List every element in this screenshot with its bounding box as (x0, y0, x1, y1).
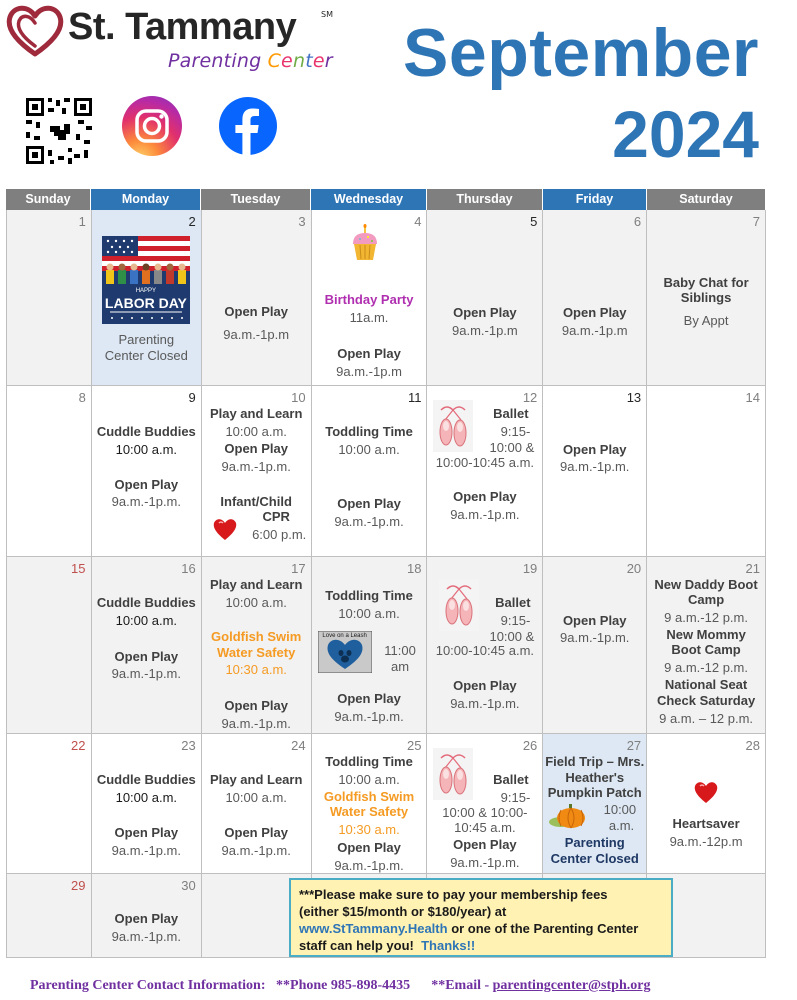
event-time: 9a.m.-1p.m. (560, 459, 630, 474)
event-birthday-party: Birthday Party (324, 292, 414, 307)
event-open-play: Open Play (114, 477, 179, 492)
event-toddling-time: Toddling Time (325, 588, 413, 603)
day-number: 27 (626, 738, 642, 753)
day-cell-20 (543, 557, 647, 734)
event-time: 10:00-10:45 a.m. (435, 455, 535, 470)
pumpkin-icon (547, 800, 589, 830)
event-infant-cpr-line1: Infant/Child (220, 494, 292, 509)
day-cell-7 (647, 210, 766, 386)
event-open-play: Open Play (114, 649, 179, 664)
event-ballet: Ballet (493, 406, 529, 421)
center-closed-line1: Parenting (118, 332, 175, 347)
event-time: 10:00 a.m. (338, 772, 400, 787)
event-seat-check-line1: National Seat (664, 677, 748, 692)
brand-subtitle-letter: e (199, 50, 212, 72)
day-number: 7 (752, 214, 760, 229)
day-cell-14 (647, 386, 766, 557)
event-open-play: Open Play (562, 305, 627, 320)
brand-subtitle-letter: r (191, 50, 200, 72)
event-field-trip-line3: Pumpkin Patch (547, 785, 642, 800)
day-cell-24 (202, 734, 312, 874)
day-number: 29 (71, 878, 86, 893)
day-cell-25 (312, 734, 428, 874)
event-time: 10:00 a.m. (225, 595, 287, 610)
event-time: 9a.m.-1p.m (223, 327, 290, 342)
event-time: 9a.m.-1p.m. (334, 858, 404, 873)
day-number: 23 (181, 738, 196, 753)
day-number: 13 (626, 390, 642, 405)
day-number: 5 (530, 214, 538, 229)
event-time: 9a.m.-1p.m. (111, 666, 181, 681)
day-cell-15 (7, 557, 92, 734)
brand-subtitle-letter: a (179, 50, 192, 72)
day-cell-21 (647, 557, 766, 734)
event-time: 9 a.m.-12 p.m. (664, 610, 748, 625)
contact-phone: **Phone 985-898-4435 (276, 978, 411, 993)
year-title: 2024 (612, 97, 759, 171)
brand-subtitle-letter: e (281, 50, 293, 72)
day-cell-1 (7, 210, 92, 386)
weekday-tuesday: Tuesday (201, 189, 311, 210)
event-time: 11a.m. (349, 310, 389, 325)
day-cell-5 (427, 210, 543, 386)
day-cell-22 (7, 734, 92, 874)
event-field-trip-line2: Heather's (565, 770, 625, 785)
weekday-saturday: Saturday (647, 189, 766, 210)
day-number: 12 (522, 390, 538, 405)
day-number: 26 (522, 738, 538, 753)
event-time: 9a.m.-1p.m. (560, 630, 630, 645)
heart-icon (212, 516, 238, 542)
contact-email-label: **Email - (431, 978, 493, 993)
brand-subtitle-letter: e (312, 50, 325, 72)
event-time: am (391, 659, 410, 674)
day-number: 25 (406, 738, 422, 753)
cupcake-icon (350, 224, 380, 262)
event-new-mommy-line1: New Mommy (666, 627, 746, 642)
center-closed-line2: Center Closed (550, 851, 639, 866)
event-new-daddy-line1: New Daddy Boot (654, 577, 758, 592)
event-open-play: Open Play (224, 698, 288, 713)
calendar-grid (6, 189, 766, 958)
day-number: 21 (745, 561, 760, 576)
event-time: 9a.m.-1p.m. (221, 716, 291, 731)
heart-logo-icon (6, 4, 64, 58)
brand-name: St. Tammany (68, 6, 297, 48)
event-play-and-learn: Play and Learn (209, 577, 303, 592)
event-time: a.m. (608, 818, 635, 833)
event-time: 9a.m.-12p.m (669, 834, 743, 849)
day-number: 14 (745, 390, 760, 405)
day-cell-16 (92, 557, 202, 734)
event-time: 9:15- (500, 790, 531, 805)
event-open-play: Open Play (337, 346, 401, 361)
membership-notice (289, 878, 673, 957)
day-number: 6 (633, 214, 642, 229)
event-time: 9a.m.-1p.m. (221, 843, 291, 858)
ballet-shoes-icon (433, 748, 473, 800)
event-time: 10:00 a.m. (338, 442, 400, 457)
event-open-play: Open Play (224, 441, 288, 456)
event-open-play: Open Play (114, 911, 179, 926)
weekday-thursday: Thursday (427, 189, 543, 210)
day-cell-19 (427, 557, 543, 734)
brand-subtitle-letter: P (168, 50, 180, 72)
event-open-play: Open Play (224, 304, 288, 319)
event-time: 10:30 a.m. (338, 822, 400, 837)
event-baby-chat-line2: Siblings (680, 290, 732, 305)
event-time: 10:00 (603, 802, 637, 817)
event-by-appt: By Appt (683, 313, 729, 328)
day-cell-23 (92, 734, 202, 874)
weekday-friday: Friday (543, 189, 647, 210)
brand-subtitle-letter: n (236, 50, 250, 72)
day-cell-11 (312, 386, 428, 557)
day-cell-8 (7, 386, 92, 557)
contact-label: Parenting Center Contact Information: (30, 978, 266, 993)
week-row-4 (6, 734, 766, 874)
event-goldfish-line1: Goldfish Swim (211, 629, 302, 644)
day-cell-10 (202, 386, 312, 557)
brand-subtitle-letter: t (305, 50, 313, 72)
event-time: 10:00 a.m. (225, 424, 287, 439)
event-time: 9a.m.-1p.m (561, 323, 628, 338)
event-open-play: Open Play (337, 840, 401, 855)
event-time: 9a.m.-1p.m. (450, 855, 520, 870)
instagram-icon[interactable] (122, 96, 182, 156)
brand-trademark: SM (321, 10, 333, 19)
event-time: 10:00 & (489, 440, 535, 455)
day-number: 2 (188, 214, 196, 229)
brand-subtitle-letter: i (231, 50, 237, 72)
event-open-play: Open Play (114, 825, 179, 840)
event-time: 9a.m.-1p.m. (111, 494, 181, 509)
notice-line3: or one of the Parenting Center (447, 921, 639, 936)
brand-subtitle-letter: C (267, 50, 282, 72)
event-open-play: Open Play (224, 825, 288, 840)
event-time: 9 a.m. – 12 p.m. (659, 711, 754, 726)
event-new-mommy-line2: Boot Camp (671, 642, 741, 657)
event-open-play: Open Play (337, 691, 401, 706)
event-goldfish-line1: Goldfish Swim (323, 789, 415, 804)
day-number: 11 (407, 390, 422, 405)
day-number: 16 (181, 561, 196, 576)
event-time: 9a.m.-1p.m. (111, 843, 181, 858)
event-time: 10:00 a.m. (338, 606, 400, 621)
week-row-3 (6, 557, 766, 734)
event-baby-chat-line1: Baby Chat for (663, 275, 749, 290)
day-cell-17 (202, 557, 312, 734)
day-number: 18 (406, 561, 422, 576)
notice-line2: (either $15/month or $180/year) at (299, 904, 507, 919)
event-play-and-learn: Play and Learn (209, 406, 303, 421)
event-time: 11:00 (384, 643, 416, 658)
event-time: 10:00 a.m. (115, 613, 178, 628)
day-number: 28 (745, 738, 760, 753)
contact-email-link[interactable]: parentingcenter@stph.org (492, 978, 651, 993)
event-time: 10:45 a.m. (454, 820, 516, 835)
day-number: 9 (188, 390, 196, 405)
website-link[interactable]: www.StTammany.Health (299, 921, 448, 936)
day-cell-29 (7, 874, 92, 958)
ballet-shoes-icon (433, 400, 473, 452)
day-number: 15 (71, 561, 86, 576)
day-cell-13 (543, 386, 647, 557)
event-heartsaver: Heartsaver (672, 816, 740, 831)
center-closed-line2: Center Closed (104, 348, 188, 363)
day-cell-3 (202, 210, 312, 386)
event-time: 9a.m.-1p.m (452, 323, 518, 338)
month-title: September (403, 15, 759, 91)
event-goldfish-line2: Water Safety (329, 804, 409, 819)
brand-subtitle-letter: n (292, 50, 306, 72)
day-number: 30 (181, 878, 196, 893)
event-time: 9a.m.-1p.m. (334, 514, 404, 529)
center-closed-line1: Parenting (564, 835, 625, 850)
event-infant-cpr-line2: CPR (262, 509, 290, 524)
facebook-icon[interactable] (219, 97, 277, 155)
week-row-2 (6, 386, 766, 557)
event-time: 9a.m.-1p.m (336, 364, 402, 379)
event-time: 10:30 a.m. (225, 662, 287, 677)
love-on-a-leash-text: Love on a Leash (322, 633, 367, 639)
event-time: 9a.m.-1p.m. (221, 459, 291, 474)
day-number: 1 (78, 214, 86, 229)
weekday-sunday: Sunday (6, 189, 91, 210)
event-seat-check-line2: Check Saturday (656, 693, 756, 708)
day-number: 10 (291, 390, 306, 405)
facebook-glyph-icon (219, 97, 277, 155)
day-cell-2 (92, 210, 202, 386)
day-number: 24 (291, 738, 306, 753)
heart-icon (693, 779, 719, 805)
event-ballet: Ballet (493, 772, 529, 787)
event-time: 9a.m.-1p.m. (450, 696, 520, 711)
day-cell-26 (427, 734, 543, 874)
event-open-play: Open Play (337, 496, 401, 511)
day-cell-12 (427, 386, 543, 557)
event-time: 10:00 a.m. (115, 790, 178, 805)
brand-subtitle (168, 50, 333, 72)
day-cell-4 (312, 210, 428, 386)
event-time: 9 a.m.-12 p.m. (664, 660, 748, 675)
day-number: 17 (291, 561, 306, 576)
event-time: 10:00 a.m. (115, 442, 178, 457)
event-time: 6:00 p.m. (252, 527, 307, 542)
day-cell-6 (543, 210, 647, 386)
event-time: 9a.m.-1p.m. (111, 929, 181, 944)
qr-code-icon[interactable] (24, 96, 94, 166)
event-open-play: Open Play (453, 837, 517, 852)
day-number: 20 (626, 561, 642, 576)
event-ballet: Ballet (495, 595, 531, 610)
brand-subtitle-letter: r (324, 50, 333, 72)
instagram-glyph-icon (122, 96, 182, 156)
brand-subtitle-letter: n (211, 50, 224, 72)
event-cuddle-buddies: Cuddle Buddies (96, 595, 196, 610)
event-goldfish-line2: Water Safety (217, 645, 296, 660)
day-cell-30 (92, 874, 202, 958)
day-number: 3 (298, 214, 306, 229)
notice-thanks: Thanks!! (421, 938, 476, 953)
event-cuddle-buddies: Cuddle Buddies (96, 772, 196, 787)
event-time: 9:15- (500, 613, 531, 628)
event-time: 9a.m.-1p.m. (450, 507, 520, 522)
event-cuddle-buddies: Cuddle Buddies (96, 424, 196, 439)
day-number: 19 (522, 561, 538, 576)
event-time: 10:00 a.m. (225, 790, 287, 805)
event-open-play: Open Play (562, 613, 627, 628)
contact-footer (30, 978, 650, 994)
day-cell-9 (92, 386, 202, 557)
event-field-trip-line1: Field Trip – Mrs. (545, 754, 645, 769)
notice-line1: ***Please make sure to pay your membership fees (299, 887, 608, 902)
day-cell-28 (647, 734, 766, 874)
event-play-and-learn: Play and Learn (209, 772, 303, 787)
event-open-play: Open Play (453, 489, 517, 504)
event-toddling-time: Toddling Time (325, 754, 413, 769)
day-number: 8 (78, 390, 86, 405)
brand-subtitle-letter: t (223, 50, 232, 72)
event-time: 10:00 & (489, 629, 535, 644)
day-cell-18 (312, 557, 428, 734)
event-time: 10:00-10:45 a.m. (435, 643, 535, 658)
event-open-play: Open Play (453, 305, 517, 320)
event-time: 9:15- (500, 424, 531, 439)
event-new-daddy-line2: Camp (688, 592, 725, 607)
day-cell-27 (543, 734, 647, 874)
event-toddling-time: Toddling Time (325, 424, 413, 439)
event-time: 10:00 & 10:00- (442, 805, 528, 820)
event-open-play: Open Play (453, 678, 517, 693)
labor-day-small-text: HAPPY (135, 288, 157, 294)
event-time: 9a.m.-1p.m. (334, 709, 404, 724)
ballet-shoes-icon (439, 579, 479, 631)
weekday-header-row (6, 189, 766, 210)
day-number: 22 (71, 738, 86, 753)
weekday-monday: Monday (91, 189, 201, 210)
weekday-wednesday: Wednesday (311, 189, 427, 210)
day-number: 4 (414, 214, 422, 229)
notice-line4: staff can help you! (299, 938, 414, 953)
brand-subtitle-letter: g (249, 50, 262, 72)
week-row-1 (6, 210, 766, 386)
event-open-play: Open Play (562, 442, 627, 457)
labor-day-text: LABOR DAY (104, 295, 187, 311)
